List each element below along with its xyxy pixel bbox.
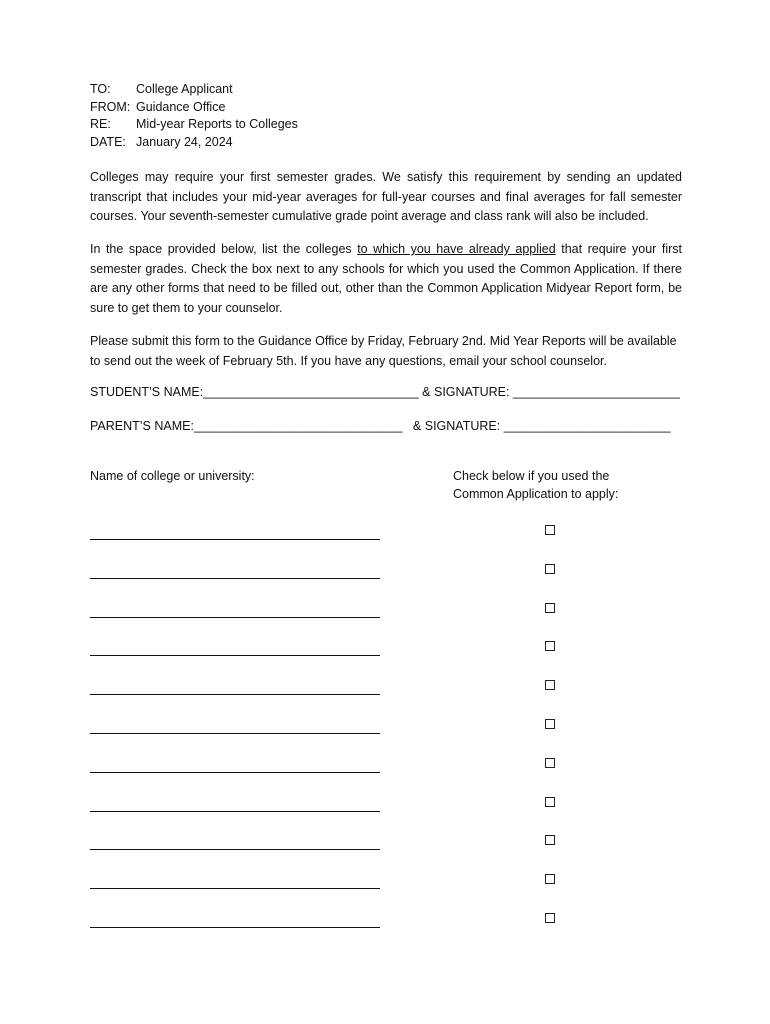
common-app-checkbox[interactable] (545, 680, 555, 690)
common-app-header-line1: Check below if you used the (453, 469, 610, 483)
college-name-field[interactable] (90, 756, 380, 773)
memo-from-row (90, 99, 298, 117)
college-name-field[interactable] (90, 562, 380, 579)
college-name-field[interactable] (90, 601, 380, 618)
memo-date-row (90, 134, 298, 152)
memo-re-label: RE: (90, 117, 111, 131)
memo-date-value: January 24, 2024 (136, 134, 233, 149)
college-row (0, 523, 770, 543)
college-row (0, 601, 770, 621)
instructions-paragraph (90, 240, 682, 318)
college-row (0, 795, 770, 815)
deadline-paragraph: Please submit this form to the Guidance Office by Friday, February 2nd. Mid Year Reports will be available to send out the week of February 5th. If you have any questions, email your school counselor. (90, 334, 677, 368)
common-app-checkbox[interactable] (545, 913, 555, 923)
college-name-field[interactable] (90, 678, 380, 695)
instructions-text-before: In the space provided below, list the colleges (90, 242, 358, 256)
common-app-column-header (453, 468, 618, 503)
memo-re-row (90, 116, 298, 134)
memo-to-label: TO: (90, 82, 111, 96)
common-app-checkbox[interactable] (545, 797, 555, 807)
common-app-checkbox[interactable] (545, 525, 555, 535)
common-app-checkbox[interactable] (545, 874, 555, 884)
common-app-checkbox[interactable] (545, 758, 555, 768)
college-name-field[interactable] (90, 795, 380, 812)
college-name-field[interactable] (90, 833, 380, 850)
memo-to-value: College Applicant (136, 82, 233, 96)
instructions-underlined-text: to which you have already applied (357, 242, 556, 256)
common-app-checkbox[interactable] (545, 603, 555, 613)
college-name-field[interactable] (90, 911, 380, 928)
memo-header (90, 81, 298, 151)
college-name-field[interactable] (90, 523, 380, 540)
memo-from-value: Guidance Office (136, 99, 226, 114)
college-name-field[interactable] (90, 872, 380, 889)
common-app-checkbox[interactable] (545, 641, 555, 651)
intro-paragraph: Colleges may require your first semester grades. We satisfy this requirement by sending an updated transcript that includes your mid-year averages for full-year courses and final averages for fall semester courses. Your seventh-semester cumulative grade point average and class rank will also be included. (90, 170, 682, 223)
college-row (0, 833, 770, 853)
common-app-checkbox[interactable] (545, 835, 555, 845)
student-signature-line[interactable]: STUDENT’S NAME:_______________________________ & SIGNATURE: ________________________ (90, 385, 680, 399)
college-row (0, 717, 770, 737)
college-row (0, 756, 770, 776)
college-row (0, 872, 770, 892)
college-column-header: Name of college or university: (90, 469, 255, 483)
college-row (0, 678, 770, 698)
memo-re-value: Mid-year Reports to Colleges (136, 117, 298, 131)
common-app-header-line2: Common Application to apply: (453, 486, 619, 501)
college-row (0, 911, 770, 931)
college-name-field[interactable] (90, 639, 380, 656)
common-app-checkbox[interactable] (545, 564, 555, 574)
parent-signature-line[interactable]: PARENT’S NAME:______________________________ & SIGNATURE: ________________________ (90, 419, 671, 433)
memo-from-label: FROM: (90, 99, 131, 114)
memo-date-label: DATE: (90, 134, 126, 149)
common-app-checkbox[interactable] (545, 719, 555, 729)
instructions-text-after: that require your first semester grades. Check the box next to any schools for which you used the Common Application. If there are any other forms that need to be filled out, other than the Common Application Midyear Report form, be sure to get them to your counselor. (90, 242, 682, 315)
college-row (0, 639, 770, 659)
college-row (0, 562, 770, 582)
college-name-field[interactable] (90, 717, 380, 734)
memo-to-row (90, 81, 298, 99)
